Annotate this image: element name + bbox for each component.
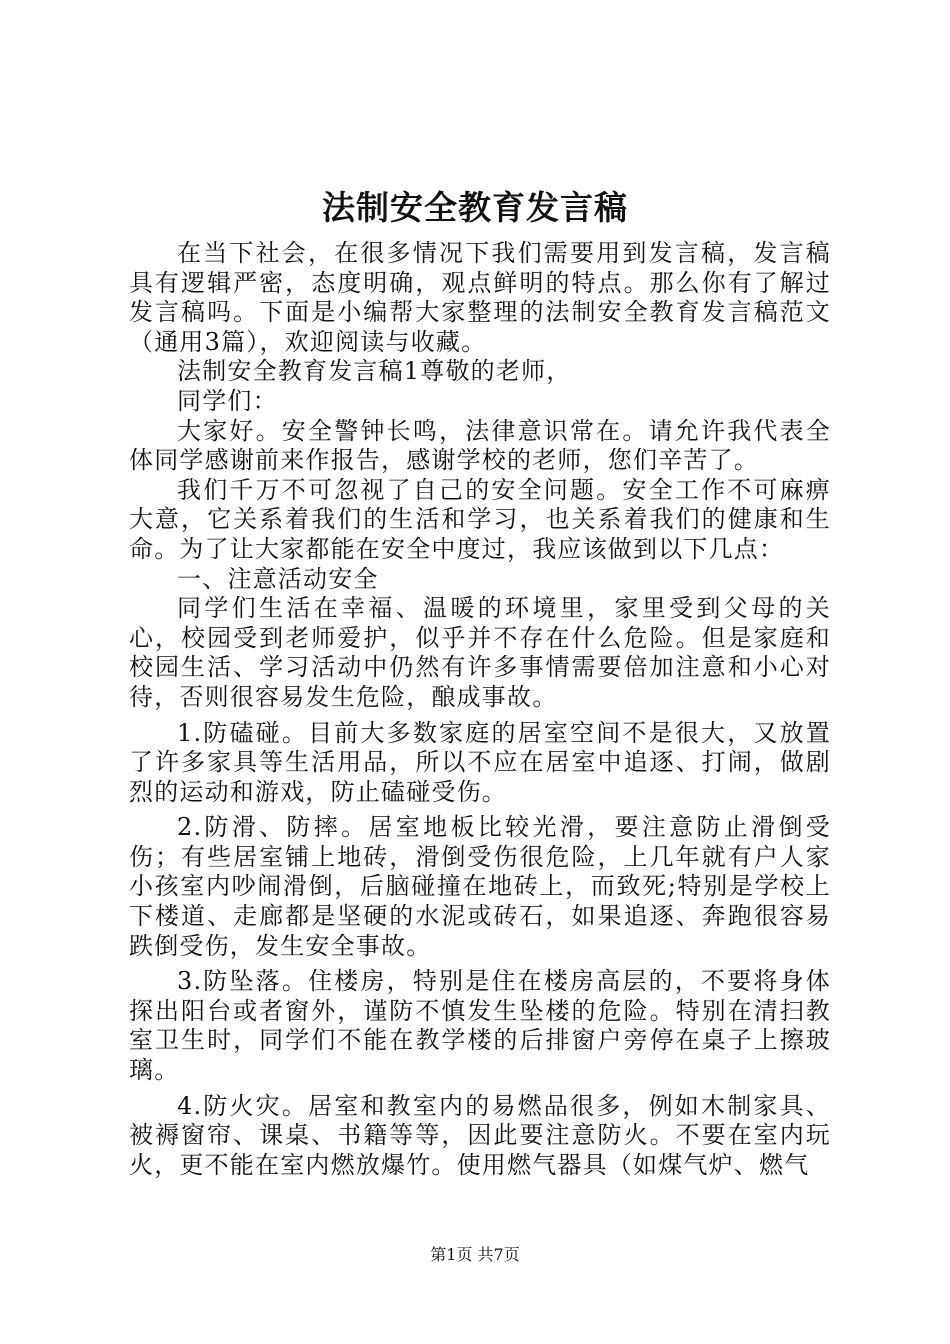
- document-title: 法制安全教育发言稿: [322, 188, 628, 227]
- document-body: [129, 239, 831, 1180]
- paragraph-opening: 大家好。安全警钟长鸣，法律意识常在。请允许我代表全体同学感谢前来作报告，感谢学校的老师，您们辛苦了。: [129, 416, 831, 475]
- paragraph-activity-safety: 同学们生活在幸福、温暖的环境里，家里受到父母的关心，校园受到老师爱护，似乎并不存在什么危险。但是家庭和校园生活、学习活动中仍然有许多事情需要倍加注意和小心对待，否则很容易发生危险，酿成事故。: [129, 594, 831, 711]
- list-item-prevent-fire: 4.防火灾。居室和教室内的易燃品很多，例如木制家具、被褥窗帘、课桌、书籍等等，因此要注意防火。不要在室内玩火，更不能在室内燃放爆竹。使用燃气器具（如煤气炉、燃气: [129, 1091, 831, 1179]
- paragraph-speech-heading: 法制安全教育发言稿1尊敬的老师，: [177, 357, 572, 386]
- paragraph-safety-importance: 我们千万不可忽视了自己的安全问题。安全工作不可麻痹大意，它关系着我们的生活和学习，也关系着我们的健康和生命。为了让大家都能在安全中度过，我应该做到以下几点：: [129, 475, 831, 563]
- paragraph-greeting: 同学们：: [177, 386, 278, 415]
- list-item-prevent-slips: 2.防滑、防摔。居室地板比较光滑，要注意防止滑倒受伤；有些居室铺上地砖，滑倒受伤很危险，上几年就有户人家小孩室内吵闹滑倒，后脑碰撞在地砖上，而致死;特别是学校上下楼道、走廊都是坚硬的水泥或砖石，如果追逐、奔跑很容易跌倒受伤，发生安全事故。: [129, 813, 831, 960]
- paragraph-intro: 在当下社会，在很多情况下我们需要用到发言稿，发言稿具有逻辑严密，态度明确，观点鲜明的特点。那么你有了解过发言稿吗。下面是小编帮大家整理的法制安全教育发言稿范文（通用3篇），欢迎阅读与收藏。: [129, 239, 831, 356]
- section-heading-activity-safety: 一、注意活动安全: [177, 564, 379, 593]
- list-item-prevent-falls: 3.防坠落。住楼房，特别是住在楼房高层的，不要将身体探出阳台或者窗外，谨防不慎发生坠楼的危险。特别在清扫教室卫生时，同学们不能在教学楼的后排窗户旁停在桌子上擦玻璃。: [129, 967, 831, 1085]
- list-item-prevent-bumps: 1.防磕碰。目前大多数家庭的居室空间不是很大，又放置了许多家具等生活用品，所以不应在居室中追逐、打闹，做剧烈的运动和游戏，防止磕碰受伤。: [129, 718, 831, 806]
- page-footer: 第1页 共7页: [430, 1245, 520, 1264]
